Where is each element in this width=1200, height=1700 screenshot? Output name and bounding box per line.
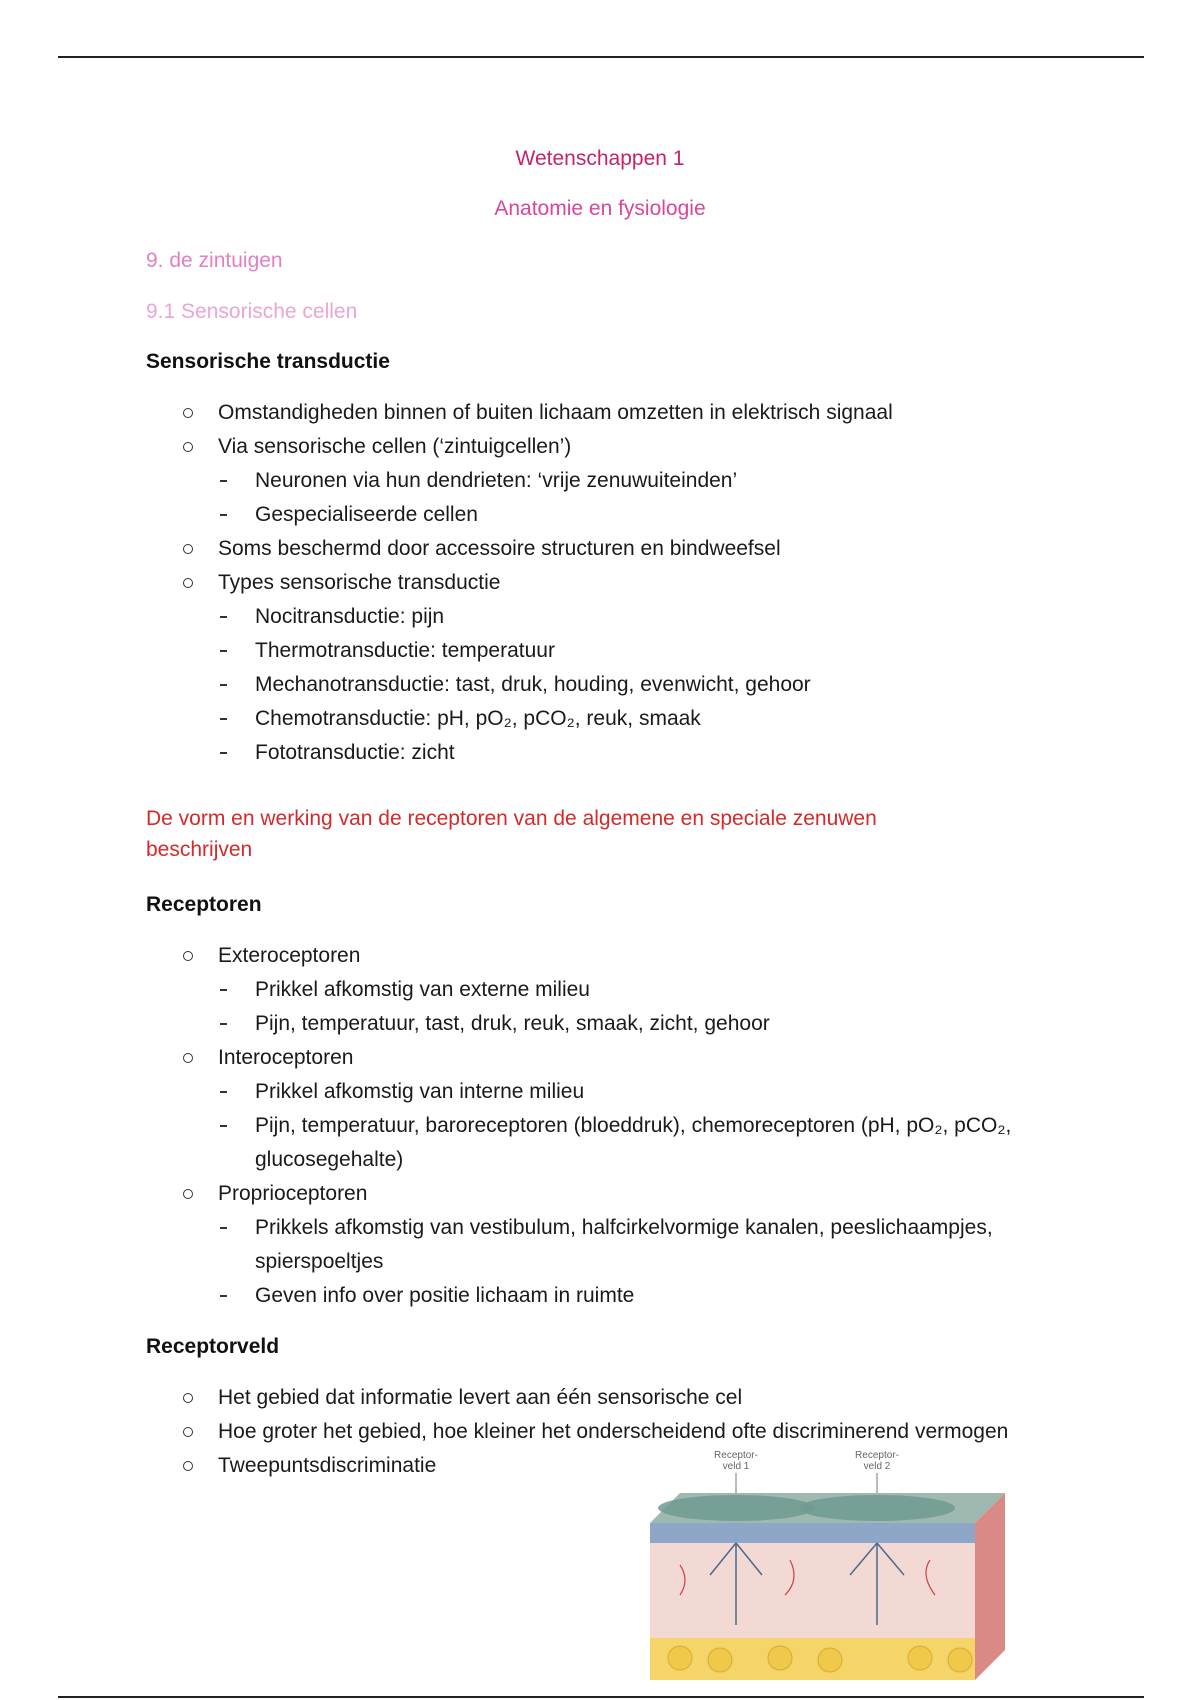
sub-list — [218, 464, 1038, 532]
transductie-heading: Sensorische transductie — [146, 350, 390, 373]
section-heading: 9.1 Sensorische cellen — [146, 300, 358, 323]
chapter-heading: 9. de zintuigen — [146, 249, 283, 272]
receptor-field-2-label-line1: Receptor- — [855, 1450, 899, 1461]
dermis-layer — [650, 1543, 975, 1638]
dash-bullet-icon — [220, 616, 227, 618]
sub-list — [218, 1211, 1038, 1313]
sub-list-item: Prikkels afkomstig van vestibulum, halfcirkelvormige kanalen, peeslichaampjes, spierspoeltjes — [218, 1211, 1045, 1279]
list-item: Interoceptoren Prikkel afkomstig van interne milieu Pijn, temperatuur, baroreceptoren (bloeddruk), chemoreceptoren (pH, pO₂, pCO₂, glucosegehalte) — [0, 1041, 1038, 1177]
circle-bullet-icon — [183, 1189, 193, 1199]
receptor-field-1-label-line2: veld 1 — [722, 1461, 750, 1472]
receptoren-list — [0, 939, 1200, 1313]
sub-list-item: Fototransductie: zicht — [218, 736, 1045, 770]
sub-list-item: Nocitransductie: pijn — [218, 600, 1045, 634]
receptor-field-2 — [799, 1495, 955, 1521]
top-rule — [58, 56, 1144, 58]
sub-list-item: Geven info over positie lichaam in ruimte — [218, 1279, 1045, 1313]
fat-cell — [908, 1646, 932, 1670]
sub-list-item: Neuronen via hun dendrieten: ‘vrije zenuwuiteinden’ — [218, 464, 1045, 498]
bottom-rule — [58, 1696, 1144, 1698]
skin-receptive-field-illustration — [640, 1445, 1010, 1695]
sub-list-item: Gespecialiseerde cellen — [218, 498, 1045, 532]
receptorveld-list — [0, 1381, 1200, 1483]
receptoren-heading: Receptoren — [146, 893, 262, 916]
sub-list-item: Prikkel afkomstig van externe milieu — [218, 973, 1045, 1007]
document-title: Wetenschappen 1 — [515, 147, 685, 170]
circle-bullet-icon — [183, 1053, 193, 1063]
circle-bullet-icon — [183, 544, 193, 554]
list-item: Types sensorische transductie Nocitransductie: pijn Thermotransductie: temperatuur Mechanotransductie: tast, druk, houding, evenwicht, gehoor Chemotransductie: pH, pO₂, pCO₂, reuk, smaak Fototransductie: zicht — [0, 566, 1038, 770]
receptor-field-1 — [658, 1495, 814, 1521]
sub-list — [218, 973, 1038, 1041]
receptor-field-2-label-line2: veld 2 — [863, 1461, 891, 1472]
dash-bullet-icon — [220, 650, 227, 652]
transductie-list — [0, 396, 1200, 770]
sub-list-item: Pijn, temperatuur, baroreceptoren (bloeddruk), chemoreceptoren (pH, pO₂, pCO₂, glucosegehalte) — [218, 1109, 1045, 1177]
sub-list-item: Chemotransductie: pH, pO₂, pCO₂, reuk, smaak — [218, 702, 1045, 736]
fat-cell — [668, 1646, 692, 1670]
dash-bullet-icon — [220, 752, 227, 754]
sub-list — [218, 1075, 1038, 1177]
circle-bullet-icon — [183, 442, 193, 452]
dash-bullet-icon — [220, 1125, 227, 1127]
circle-bullet-icon — [183, 578, 193, 588]
dash-bullet-icon — [220, 1295, 227, 1297]
list-item: Exteroceptoren Prikkel afkomstig van externe milieu Pijn, temperatuur, tast, druk, reuk, smaak, zicht, gehoor — [0, 939, 1038, 1041]
dash-bullet-icon — [220, 1227, 227, 1229]
list-item: Omstandigheden binnen of buiten lichaam omzetten in elektrisch signaal — [0, 396, 1038, 430]
fat-cell — [818, 1648, 842, 1672]
dash-bullet-icon — [220, 514, 227, 516]
list-item: Hoe groter het gebied, hoe kleiner het onderscheidend ofte discriminerend vermogen — [0, 1415, 1038, 1449]
sub-list-item: Prikkel afkomstig van interne milieu — [218, 1075, 1045, 1109]
circle-bullet-icon — [183, 951, 193, 961]
epidermis-layer — [650, 1523, 975, 1543]
fat-cell — [708, 1648, 732, 1672]
dash-bullet-icon — [220, 684, 227, 686]
fat-cell — [768, 1646, 792, 1670]
sub-list-item: Mechanotransductie: tast, druk, houding, evenwicht, gehoor — [218, 668, 1045, 702]
circle-bullet-icon — [183, 1461, 193, 1471]
skin-side-face — [975, 1493, 1005, 1680]
sub-list-item: Pijn, temperatuur, tast, druk, reuk, smaak, zicht, gehoor — [218, 1007, 1045, 1041]
dash-bullet-icon — [220, 718, 227, 720]
receptor-field-1-label-line1: Receptor- — [714, 1450, 758, 1461]
document-subtitle: Anatomie en fysiologie — [494, 197, 706, 220]
dash-bullet-icon — [220, 480, 227, 482]
dash-bullet-icon — [220, 1023, 227, 1025]
list-item: Het gebied dat informatie levert aan één sensorische cel — [0, 1381, 1038, 1415]
dash-bullet-icon — [220, 1091, 227, 1093]
learning-objective: De vorm en werking van de receptoren van de algemene en speciale zenuwen beschrijven — [146, 807, 877, 861]
circle-bullet-icon — [183, 1393, 193, 1403]
receptorveld-heading: Receptorveld — [146, 1335, 280, 1358]
fat-cell — [948, 1648, 972, 1672]
dash-bullet-icon — [220, 989, 227, 991]
sub-list — [218, 600, 1038, 770]
list-item: Via sensorische cellen (‘zintuigcellen’) Neuronen via hun dendrieten: ‘vrije zenuwuiteinden’ Gespecialiseerde cellen — [0, 430, 1038, 532]
list-item: Soms beschermd door accessoire structuren en bindweefsel — [0, 532, 1038, 566]
circle-bullet-icon — [183, 408, 193, 418]
list-item: Tweepuntsdiscriminatie — [0, 1449, 1038, 1483]
circle-bullet-icon — [183, 1427, 193, 1437]
sub-list-item: Thermotransductie: temperatuur — [218, 634, 1045, 668]
list-item: Proprioceptoren Prikkels afkomstig van vestibulum, halfcirkelvormige kanalen, peeslichaampjes, spierspoeltjes Geven info over positie lichaam in ruimte — [0, 1177, 1038, 1313]
